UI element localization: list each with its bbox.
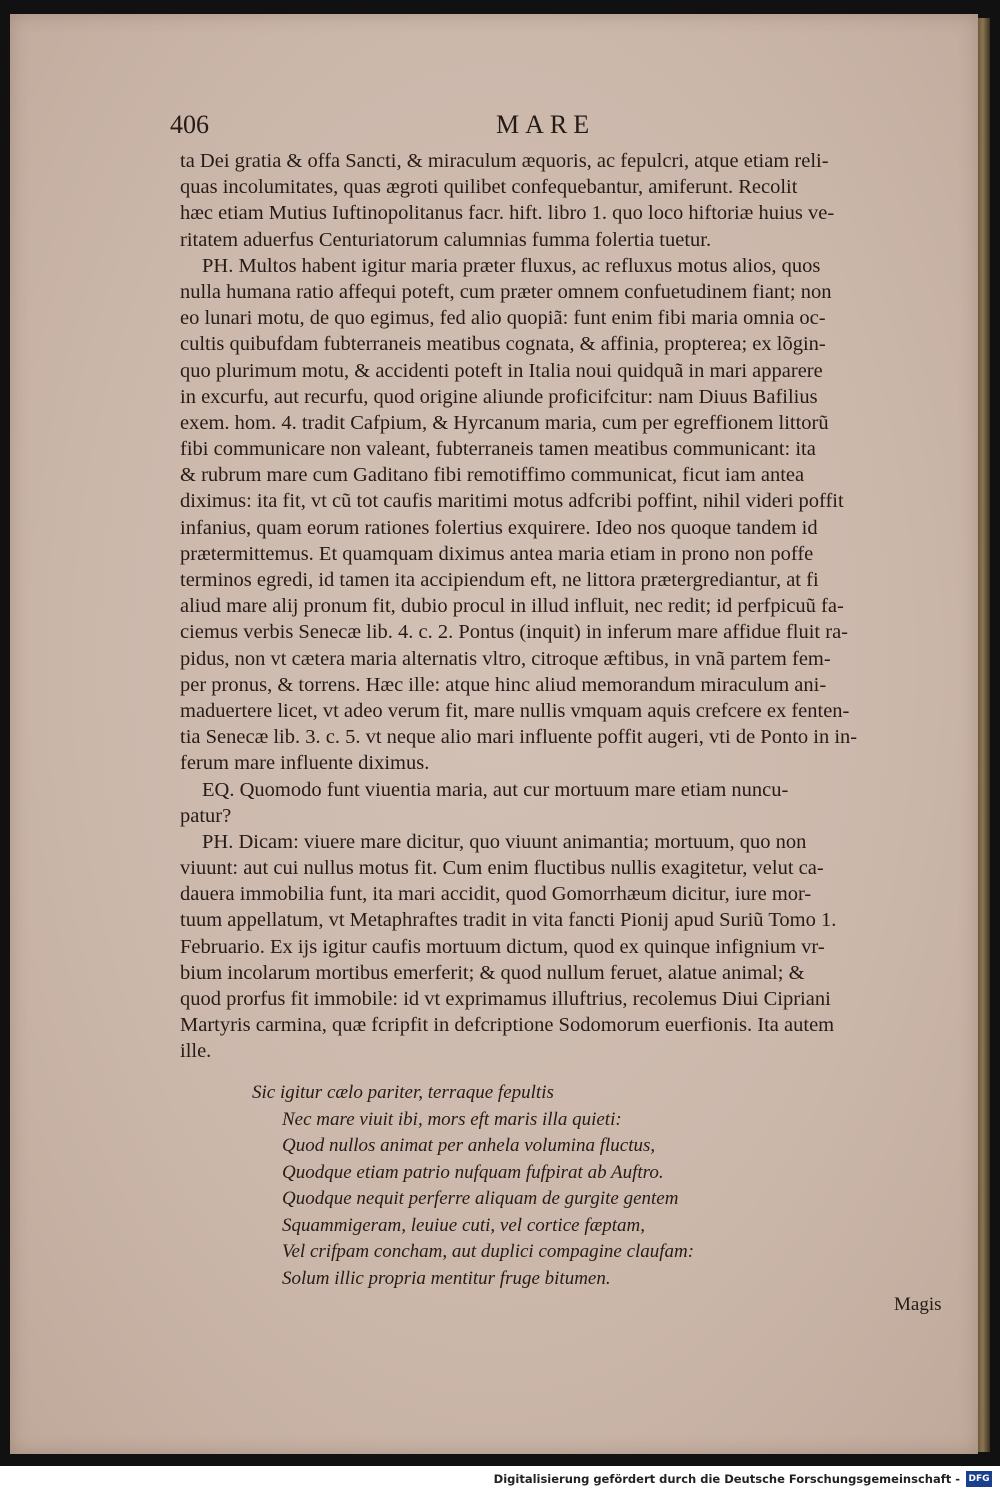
text-line: ta Dei gratia & offa Sancti, & miraculum æquoris, ac fepulcri, atque etiam reli- [180, 150, 829, 172]
body-text [180, 148, 950, 1065]
text-line: Februario. Ex ijs igitur caufis mortuum dictum, quod ex quinque infignium vr- [180, 935, 825, 958]
text-line: tuum appellatum, vt Metaphraftes tradit in vita fancti Pionij apud Suriũ Tomo 1. [180, 909, 837, 932]
verse-line: Sic igitur cælo pariter, terraque fepultis [252, 1082, 554, 1103]
text-line: cultis quibufdam fubterraneis meatibus cognata, & affinia, propterea; ex lõgin- [180, 333, 826, 356]
text-line: & rubrum mare cum Gaditano fibi remotiffimo communicat, ficut iam antea [180, 464, 805, 487]
verse-line: Squammigeram, leuiue cuti, vel cortice fæptam, [282, 1214, 646, 1236]
verse-line: Nec mare viuit ibi, mors eft maris illa quieti: [282, 1108, 622, 1130]
funding-notice: Digitalisierung gefördert durch die Deutsche Forschungsgemeinschaft - [493, 1472, 960, 1486]
text-line: prætermittemus. Et quamquam diximus antea maria etiam in prono non poffe [180, 542, 814, 565]
text-line: eo lunari motu, de quo egimus, fed alio quopiã: funt enim fibi maria omnia oc- [180, 307, 826, 330]
text-line: terminos egredi, id tamen ita accipiendum eft, ne littora prætergrediantur, at fi [180, 569, 819, 591]
text-line: viuunt: aut cui nullus motus fit. Cum enim fluctibus nullis exagitetur, velut ca- [180, 857, 824, 880]
text-line: maduertere licet, vt adeo verum fit, mare nullis vmquam aquis crefcere ex fenten- [180, 699, 850, 722]
catchword: Magis [894, 1294, 942, 1315]
page-number: 406 [170, 110, 209, 139]
verse-line: Quod nullos animat per anhela volumina fluctus, [282, 1135, 656, 1156]
text-line: bium incolarum mortibus emerferit; & quod nullum feruet, alatue animal; & [180, 961, 805, 984]
text-line: Martyris carmina, quæ fcripfit in defcriptione Sodomorum euerfionis. Ita autem [180, 1014, 835, 1037]
text-line: PH. Multos habent igitur maria præter fluxus, ac refluxus motus alios, quos [202, 254, 821, 277]
text-line: ferum mare influente diximus. [180, 752, 430, 775]
page-edge [978, 18, 990, 1452]
text-line: fibi communicare non valeant, fubterraneis tamen meatibus communicant: ita [180, 438, 816, 461]
running-head: MARE [496, 110, 596, 139]
text-line: ritatem aduerfus Centuriatorum calumnias fumma folertia tuetur. [180, 228, 712, 251]
verse-line: Quodque etiam patrio nufquam fufpirat ab Auftro. [282, 1161, 664, 1183]
text-line: patur? [180, 804, 232, 827]
text-line: quo plurimum motu, & accidenti poteft in Italia noui quidquã in mari apparere [180, 359, 823, 382]
text-line: EQ. Quomodo funt viuentia maria, aut cur mortuum mare etiam nuncu- [202, 778, 789, 801]
page-header [170, 110, 960, 144]
text-line: exem. hom. 4. tradit Cafpium, & Hyrcanum maria, cum per egreffionem littorũ [180, 411, 829, 434]
text-line: per pronus, & torrens. Hæc ille: atque hinc aliud memorandum miraculum ani- [180, 673, 827, 696]
text-line: infanius, quam eorum rationes folertius exquirere. Ideo nos quoque tandem id [180, 516, 818, 539]
text-line: aliud mare alij pronum fit, dubio procul in illud influit, nec redit; id perfpicuũ fa- [180, 595, 844, 618]
verse-block [252, 1080, 812, 1292]
text-line: pidus, non vt cætera maria alternatis vltro, citroque æftibus, in vnã partem fem- [180, 647, 831, 670]
text-line: nulla humana ratio affequi poteft, cum præter omnem confuetudinem fiant; non [180, 280, 832, 303]
text-line: tia Senecæ lib. 3. c. 5. vt neque alio mari influente poffit augeri, vti de Ponto in in- [180, 726, 858, 749]
text-line: ille. [180, 1040, 212, 1063]
text-line: in excurfu, aut recurfu, quod origine aliunde proficifcitur: nam Diuus Bafilius [180, 385, 818, 408]
text-line: quod prorfus fit immobile: id vt exprimamus illuftrius, recolemus Diui Cipriani [180, 988, 831, 1010]
verse-line: Solum illic propria mentitur fruge bitumen. [282, 1267, 611, 1289]
verse-line: Vel crifpam concham, aut duplici compagine claufam: [282, 1241, 695, 1262]
text-line: dauera immobilia funt, ita mari accidit, quod Gomorrhæum dicitur, iure mor- [180, 883, 812, 906]
dfg-logo-icon: DFG [966, 1471, 992, 1487]
verse-line: Quodque nequit perferre aliquam de gurgite gentem [282, 1188, 679, 1209]
text-line: PH. Dicam: viuere mare dicitur, quo viuunt animantia; mortuum, quo non [202, 830, 807, 853]
text-line: ciemus verbis Senecæ lib. 4. c. 2. Pontus (inquit) in inferum mare affidue fluit ra- [180, 621, 848, 644]
text-line: diximus: ita fit, vt cũ tot caufis maritimi motus adfcribi poffint, nihil videri poffit [180, 490, 844, 513]
footer-bar [0, 1466, 1000, 1494]
text-line: hæc etiam Mutius Iuftinopolitanus facr. hift. libro 1. quo loco hiftoriæ huius ve- [180, 202, 835, 225]
text-line: quas incolumitates, quas ægroti quilibet confequebantur, amiferunt. Recolit [180, 176, 798, 199]
